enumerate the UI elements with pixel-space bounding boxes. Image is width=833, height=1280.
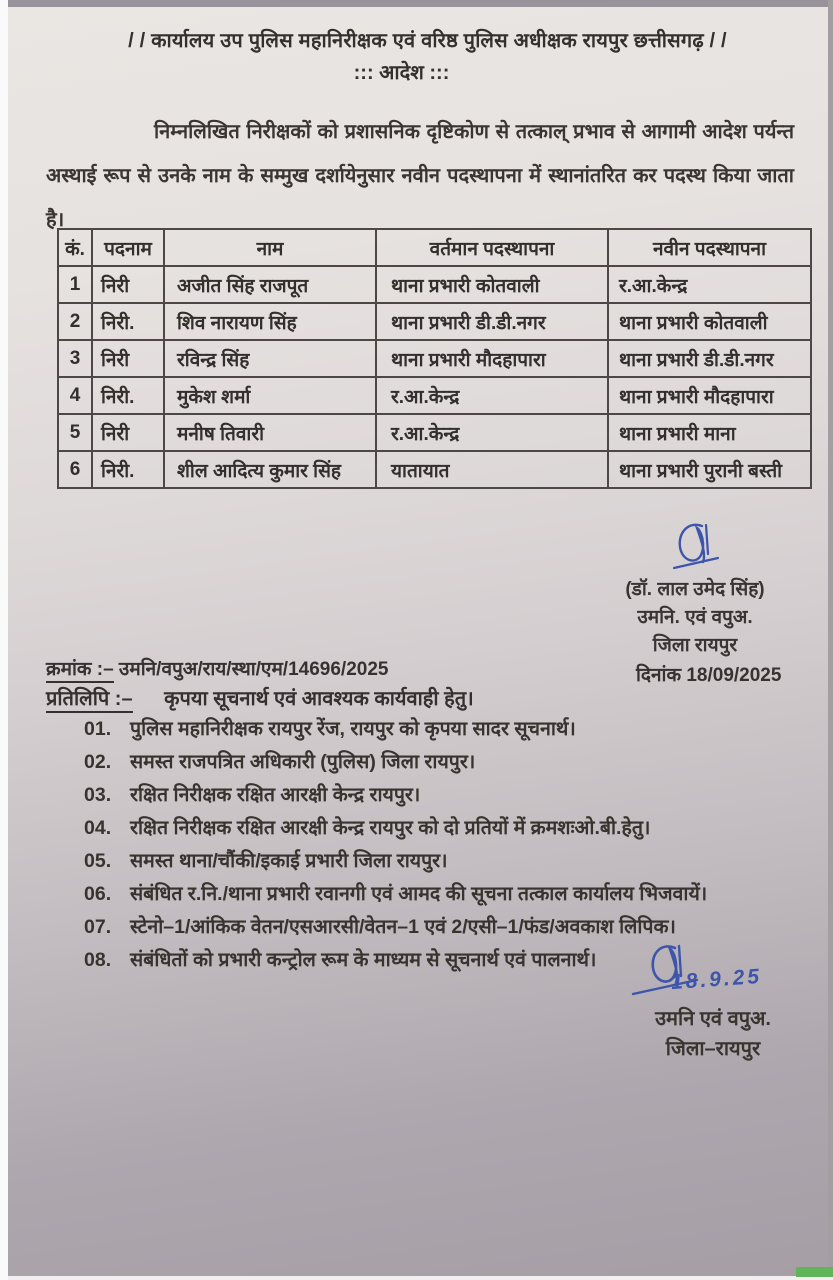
cell-rank: निरी [92, 340, 164, 377]
item-text: संबंधित र.नि./थाना प्रभारी रवानगी एवं आमद की सूचना तत्काल कार्यालय भिजवायें। [130, 883, 708, 905]
order-heading: ::: आदेश ::: [353, 62, 450, 84]
cell-name: शिव नारायण सिंह [164, 303, 376, 340]
header-name: नाम [164, 229, 376, 266]
cell-rank: निरी. [92, 451, 164, 488]
item-text: रक्षित निरीक्षक रक्षित आरक्षी केन्द्र रायपुर। [130, 784, 421, 806]
signatory-designation: उमनि. एवं वपुअ. [637, 607, 753, 628]
footer-signatory-designation: उमनि एवं वपुअ. [655, 1008, 771, 1030]
item-text: समस्त राजपत्रित अधिकारी (पुलिस) जिला रायपुर। [130, 751, 476, 773]
handwritten-signature-icon [656, 520, 734, 576]
cell-new: थाना प्रभारी मौदहापारा [608, 377, 811, 414]
list-item [84, 779, 809, 812]
copy-to-line [46, 684, 474, 711]
copy-distribution-list [84, 713, 809, 977]
cell-name: मुकेश शर्मा [164, 377, 376, 414]
table-row [58, 266, 811, 303]
list-item [84, 812, 809, 845]
signature-block-top [575, 520, 815, 660]
cell-rank: निरी [92, 266, 164, 303]
table-row [58, 414, 811, 451]
cell-name: अजीत सिंह राजपूत [164, 266, 376, 303]
table-row [58, 451, 811, 488]
scan-edge-bottom [8, 1276, 833, 1280]
reference-label: क्रमांक :– [46, 659, 114, 683]
list-item [84, 911, 809, 944]
header-serial: कं. [58, 229, 92, 266]
copy-to-note: कृपया सूचनार्थ एवं आवश्यक कार्यवाही हेतु। [164, 688, 474, 710]
header-designation: पदनाम [92, 229, 164, 266]
cell-serial: 1 [58, 266, 92, 303]
cell-serial: 4 [58, 377, 92, 414]
table-row [58, 377, 811, 414]
item-text: पुलिस महानिरीक्षक रायपुर रेंज, रायपुर को कृपया सादर सूचनार्थ। [130, 718, 576, 740]
order-date: दिनांक 18/09/2025 [636, 665, 782, 686]
cell-rank: निरी. [92, 303, 164, 340]
cell-new: थाना प्रभारी माना [608, 414, 811, 451]
item-number: 01. [84, 718, 112, 740]
signatory-place: जिला रायपुर [652, 635, 738, 656]
scan-edge-top [8, 0, 833, 7]
item-number: 04. [84, 817, 112, 839]
green-corner-mark [796, 1267, 833, 1277]
cell-serial: 2 [58, 303, 92, 340]
header-current-posting: वर्तमान पदस्थापना [376, 229, 608, 266]
table-row [58, 303, 811, 340]
item-text: समस्त थाना/चौंकी/इकाई प्रभारी जिला रायपुर। [130, 850, 448, 872]
cell-serial: 5 [58, 414, 92, 451]
item-text: संबंधितों को प्रभारी कन्ट्रोल रूम के माध्यम से सूचनार्थ एवं पालनार्थ। [130, 949, 597, 971]
list-item [84, 713, 809, 746]
handwritten-date: 18.9.25 [670, 964, 763, 995]
cell-current: थाना प्रभारी मौदहापारा [376, 340, 608, 377]
cell-name: मनीष तिवारी [164, 414, 376, 451]
cell-new: र.आ.केन्द्र [608, 266, 811, 303]
copy-to-label: प्रतिलिपि :– [46, 688, 133, 713]
cell-new: थाना प्रभारी पुरानी बस्ती [608, 451, 811, 488]
table-row [58, 340, 811, 377]
list-item [84, 746, 809, 779]
header-new-posting: नवीन पदस्थापना [608, 229, 811, 266]
cell-current: र.आ.केन्द्र [376, 377, 608, 414]
table-header-row [58, 229, 811, 266]
scan-edge-left [0, 0, 8, 1280]
cell-serial: 6 [58, 451, 92, 488]
item-text: रक्षित निरीक्षक रक्षित आरक्षी केन्द्र रायपुर को दो प्रतियों में क्रमशःओ.बी.हेतु। [130, 817, 651, 839]
item-number: 05. [84, 850, 112, 872]
cell-current: र.आ.केन्द्र [376, 414, 608, 451]
reference-number: उमनि/वपुअ/राय/स्था/एम/14696/2025 [118, 659, 389, 680]
cell-current: थाना प्रभारी डी.डी.नगर [376, 303, 608, 340]
cell-new: थाना प्रभारी डी.डी.नगर [608, 340, 811, 377]
cell-serial: 3 [58, 340, 92, 377]
cell-current: यातायात [376, 451, 608, 488]
signatory-name: (डॉ. लाल उमेद सिंह) [625, 579, 765, 600]
footer-signatory-place: जिला–रायपुर [665, 1038, 761, 1060]
cell-name: रविन्द्र सिंह [164, 340, 376, 377]
item-number: 02. [84, 751, 112, 773]
item-text: स्टेनो–1/आंकिक वेतन/एसआरसी/वेतन–1 एवं 2/एसी–1/फंड/अवकाश लिपिक। [130, 916, 676, 938]
scan-edge-right [828, 0, 833, 1280]
transfer-order-table [57, 228, 812, 489]
list-item [84, 878, 809, 911]
cell-rank: निरी. [92, 377, 164, 414]
cell-current: थाना प्रभारी कोतवाली [376, 266, 608, 303]
signature-block-bottom [593, 942, 833, 1064]
cell-rank: निरी [92, 414, 164, 451]
cell-name: शील आदित्य कुमार सिंह [164, 451, 376, 488]
item-number: 03. [84, 784, 112, 806]
office-header-title: / / कार्यालय उप पुलिस महानिरीक्षक एवं वरिष्ठ पुलिस अधीक्षक रायपुर छत्तीसगढ़ / / [128, 30, 727, 52]
item-number: 08. [84, 949, 112, 971]
order-intro-paragraph: निम्नलिखित निरीक्षकों को प्रशासनिक दृष्टिकोण से तत्काल् प्रभाव से आगामी आदेश पर्यन्त अस्थाई रूप से उनके नाम के सम्मुख दर्शायेनुसार नवीन पदस्थापना में स्थानांतरित कर पदस्थ किया जाता है। [46, 121, 794, 231]
reference-number-line [46, 655, 388, 681]
list-item [84, 845, 809, 878]
cell-new: थाना प्रभारी कोतवाली [608, 303, 811, 340]
item-number: 06. [84, 883, 112, 905]
item-number: 07. [84, 916, 112, 938]
